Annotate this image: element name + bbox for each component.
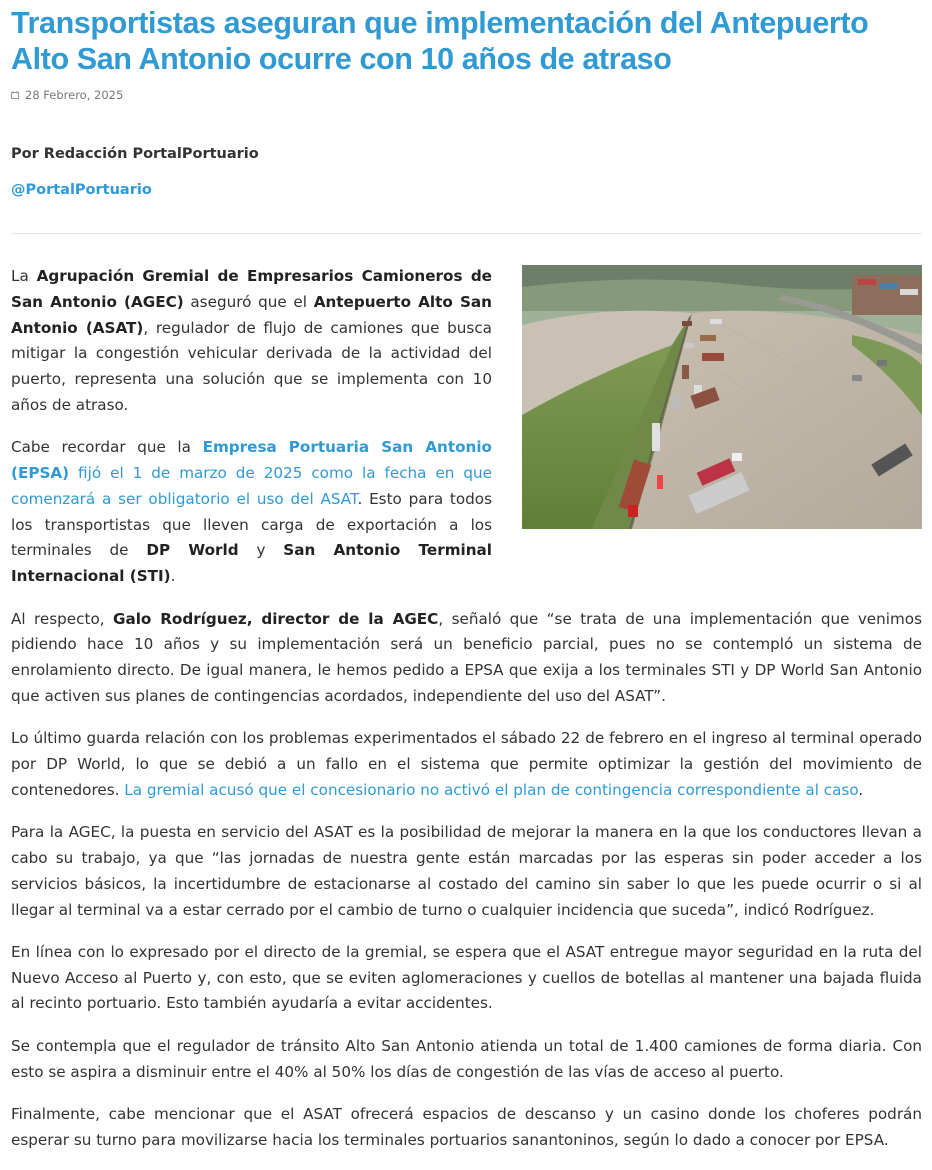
calendar-icon	[11, 91, 19, 99]
article	[11, 0, 922, 1170]
contingency-link[interactable]: La gremial acusó que el concesionario no activó el plan de contingencia correspondiente al caso	[124, 780, 859, 799]
paragraph-8: Finalmente, cabe mencionar que el ASAT ofrecerá espacios de descanso y un casino donde los choferes podrán esperar su turno para movilizarse hacia los terminales portuarios sanantoninos, según lo dado a conocer por EPSA.	[11, 1104, 922, 1149]
paragraph-1: La Agrupación Gremial de Empresarios Camioneros de San Antonio (AGEC) aseguró que el Antepuerto Alto San Antonio (ASAT), regulador de flujo de camiones que busca mitigar la congestión vehicular derivada de la actividad del puerto, representa una solución que se implementa con 10 años de atraso.	[11, 267, 492, 414]
epsa-link[interactable]: Empresa Portuaria San Antonio (EPSA) fijó el 1 de marzo de 2025 como la fecha en que comenzará a ser obligatorio el uso del ASAT	[11, 438, 492, 508]
paragraph-5: Para la AGEC, la puesta en servicio del ASAT es la posibilidad de mejorar la manera en la que los conductores llevan a cabo su trabajo, ya que “las jornadas de nuestra gente están marcadas por las esperas sin poder acceder a los servicios básicos, la incertidumbre de estacionarse al costado del camino sin saber lo que les puede ocurrir o si al llegar al terminal va a estar cerrado por el cambio de turno o cualquier incidencia que suceda”, indicó Rodríguez.	[11, 823, 922, 919]
article-photo	[522, 265, 922, 529]
twitter-handle-link[interactable]: @PortalPortuario	[11, 182, 152, 198]
article-byline: Por Redacción PortalPortuario	[11, 146, 259, 162]
article-date: 28 Febrero, 2025	[25, 88, 124, 102]
paragraph-4: Lo último guarda relación con los problemas experimentados el sábado 22 de febrero en el ingreso al terminal operado por DP World, lo que se debió a un fallo en el sistema que permite optimizar la gestión del movimiento de contenedores. La gremial acusó que el concesionario no activó el plan de contingencia correspondiente al caso.	[11, 729, 922, 799]
paragraph-3: Al respecto, Galo Rodríguez, director de la AGEC, señaló que “se trata de una implementación que venimos pidiendo hace 10 años y su implementación será un beneficio parcial, pues no se contempló un sistema de enrolamiento directo. De igual manera, le hemos pedido a EPSA que exija a los terminales STI y DP World San Antonio que activen sus planes de contingencias acordados, independiente del uso del ASAT”.	[11, 609, 922, 705]
paragraph-6: En línea con lo expresado por el directo de la gremial, se espera que el ASAT entregue mayor seguridad en la ruta del Nuevo Acceso al Puerto y, con esto, que se eviten aglomeraciones y cuellos de botellas al mantener una bajada fluida al recinto portuario. Esto también ayudaría a evitar accidentes.	[11, 942, 922, 1013]
article-body	[11, 264, 922, 1153]
article-title: Transportistas aseguran que implementación del Antepuerto Alto San Antonio ocurre con 10 años de atraso	[11, 6, 869, 76]
header-divider	[11, 233, 922, 234]
paragraph-2: Cabe recordar que la Empresa Portuaria San Antonio (EPSA) fijó el 1 de marzo de 2025 como la fecha en que comenzará a ser obligatorio el uso del ASAT. Esto para todos los transportistas que lleven carga de exportación a los terminales de DP World y San Antonio Terminal Internacional (STI).	[11, 438, 492, 586]
article-date-row	[11, 87, 922, 103]
paragraph-7: Se contempla que el regulador de tránsito Alto San Antonio atienda un total de 1.400 camiones de forma diaria. Con esto se aspira a disminuir entre el 40% al 50% los días de congestión de las vías de acceso al puerto.	[11, 1036, 922, 1081]
